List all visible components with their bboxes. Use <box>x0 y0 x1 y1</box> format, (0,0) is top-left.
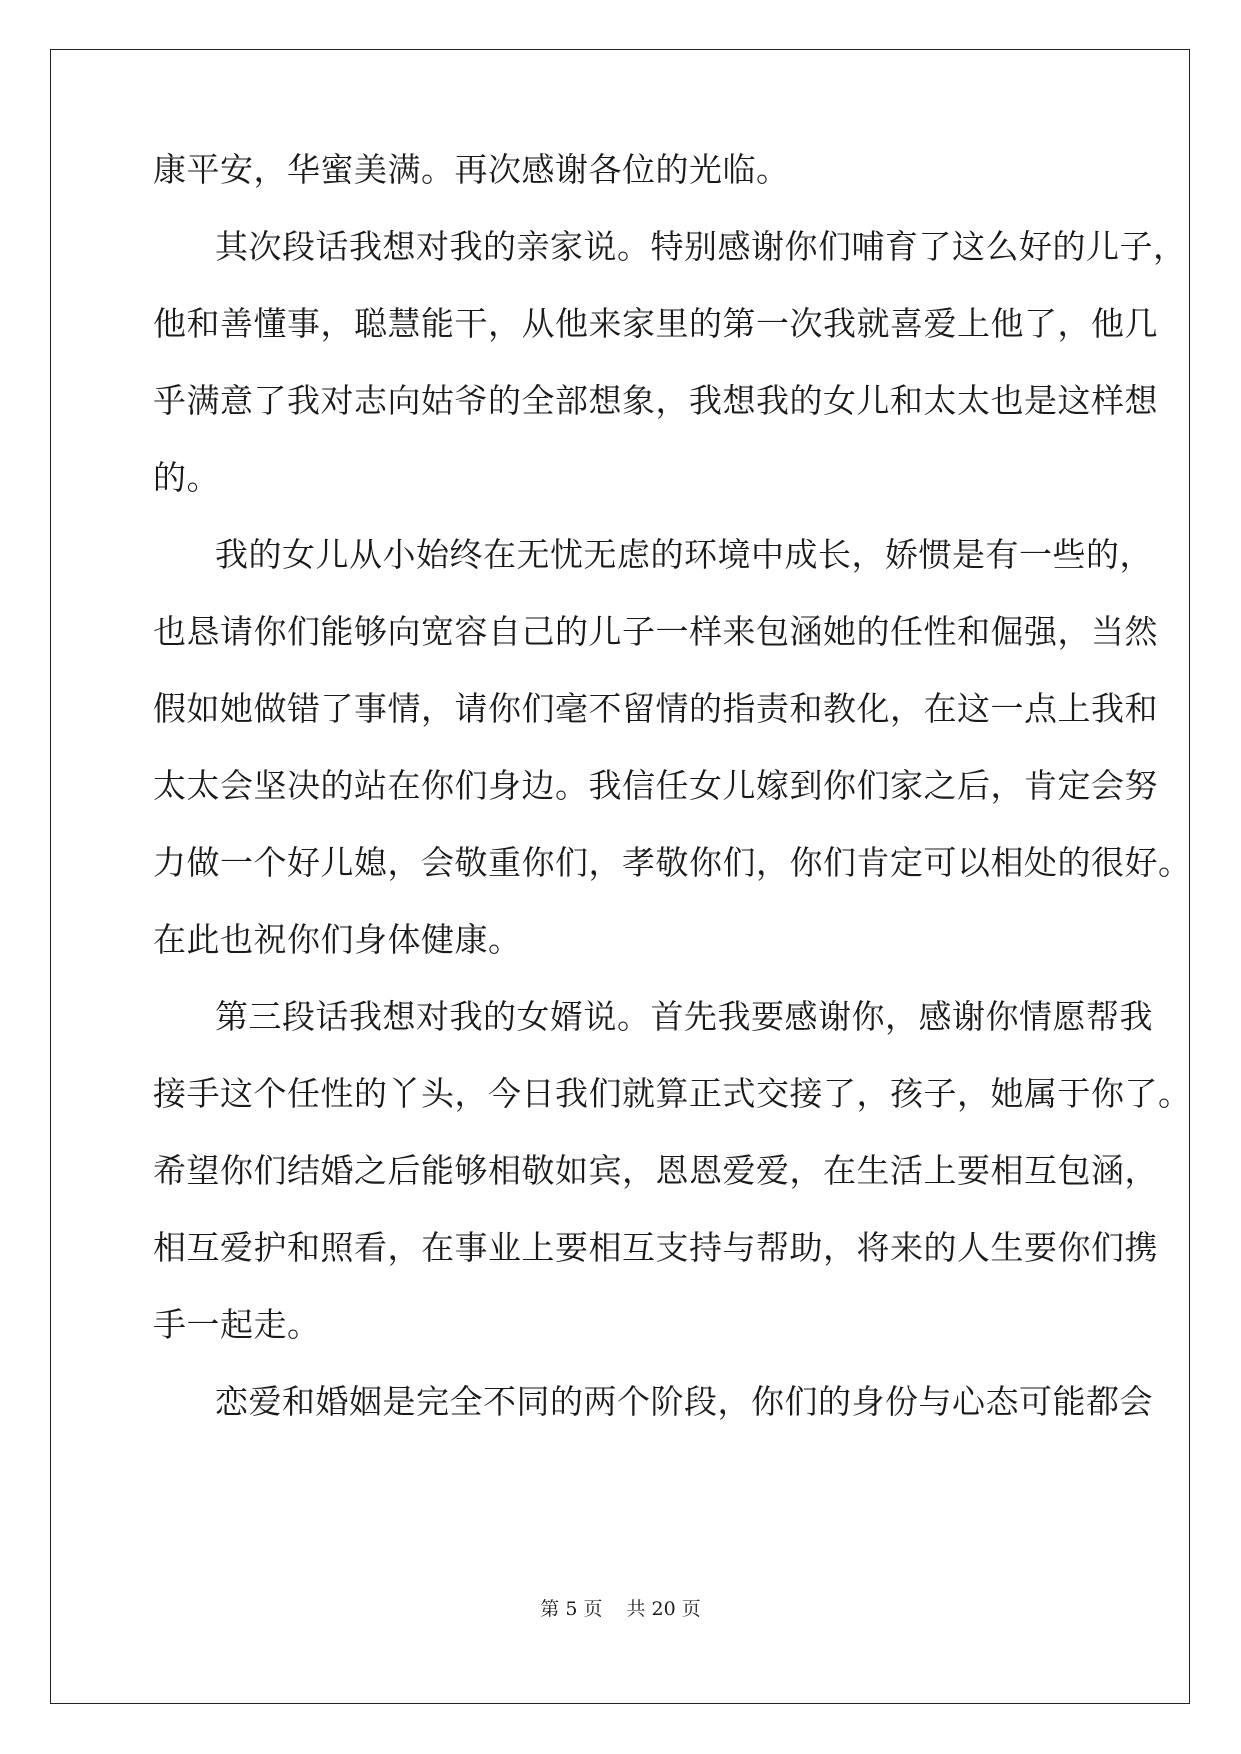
text-line: 希望你们结婚之后能够相敬如宾，恩恩爱爱，在生活上要相互包涵， <box>153 1151 1158 1190</box>
page-total: 共 20 页 <box>626 1598 701 1620</box>
text-line: 在此也祝你们身体健康。 <box>153 920 522 959</box>
text-line: 接手这个任性的丫头，今日我们就算正式交接了，孩子，她属于你了。 <box>153 1074 1192 1113</box>
page-footer <box>0 1597 1241 1621</box>
text-line: 我的女儿从小始终在无忧无虑的环境中成长，娇惯是有一些的， <box>215 535 1153 574</box>
text-line: 他和善懂事，聪慧能干，从他来家里的第一次我就喜爱上他了，他几 <box>153 304 1158 343</box>
page-number: 第 5 页 <box>540 1598 603 1620</box>
text-line: 恋爱和婚姻是完全不同的两个阶段，你们的身份与心态可能都会 <box>215 1382 1153 1421</box>
text-line: 康平安，华蜜美满。再次感谢各位的光临。 <box>153 150 790 189</box>
text-line: 也恳请你们能够向宽容自己的儿子一样来包涵她的任性和倔强，当然 <box>153 612 1158 651</box>
text-line: 太太会坚决的站在你们身边。我信任女儿嫁到你们家之后，肯定会努 <box>153 766 1158 805</box>
text-line: 力做一个好儿媳，会敬重你们，孝敬你们，你们肯定可以相处的很好。 <box>153 843 1192 882</box>
text-line: 其次段话我想对我的亲家说。特别感谢你们哺育了这么好的儿子， <box>215 227 1187 266</box>
text-line: 手一起走。 <box>153 1305 321 1344</box>
text-line: 假如她做错了事情，请你们毫不留情的指责和教化，在这一点上我和 <box>153 689 1158 728</box>
text-line: 相互爱护和照看，在事业上要相互支持与帮助，将来的人生要你们携 <box>153 1228 1158 1267</box>
text-line: 的。 <box>153 458 220 497</box>
text-line: 乎满意了我对志向姑爷的全部想象，我想我的女儿和太太也是这样想 <box>153 381 1158 420</box>
text-line: 第三段话我想对我的女婿说。首先我要感谢你，感谢你情愿帮我 <box>215 997 1153 1036</box>
